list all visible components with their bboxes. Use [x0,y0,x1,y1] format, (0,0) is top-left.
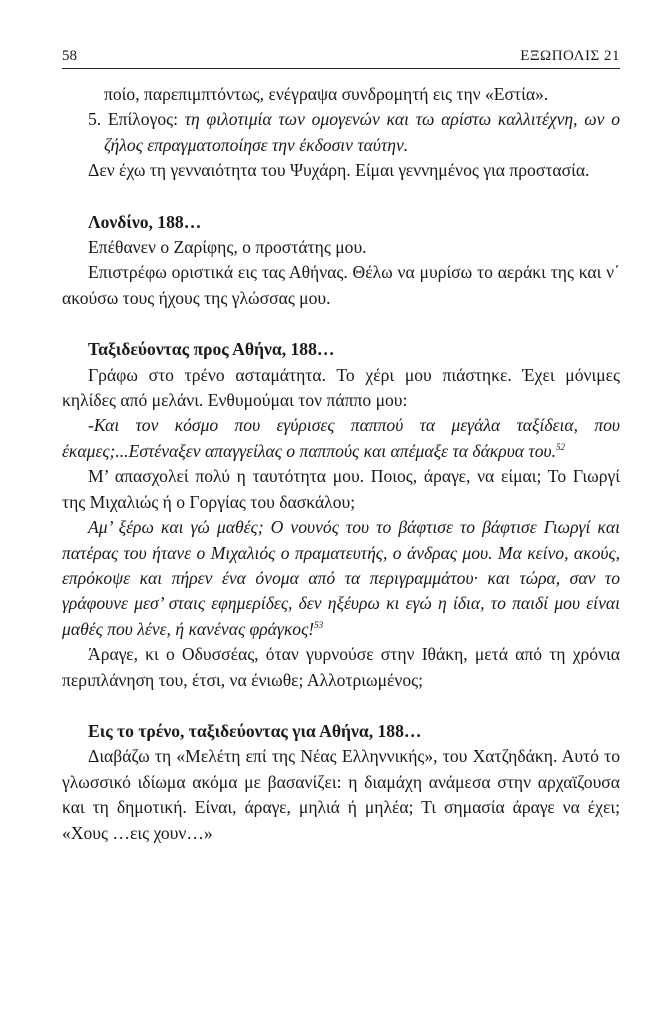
list-item-label: 5. Επίλογος: [88,109,185,130]
page-header [62,46,620,69]
section-heading-london: Λονδίνο, 188… [88,211,202,232]
section-heading-train: Εις το τρένο, ταξιδεύοντας για Αθήνα, 188… [88,720,422,741]
quote-text: -Και τον κόσμο που εγύρισες παππού τα μεγάλα ταξίδεια, που έκαμες;...Εστέναξεν απαγγείλας ο παππούς και απέμαξε τα δάκρυα του. [62,415,620,461]
paragraph: Επέθανεν ο Ζαρίφης, ο προστάτης μου. [88,237,367,258]
body-text [62,82,620,846]
quote-text: Αμ’ ξέρω και γώ μαθές; Ο νουνός του το βάφτισε το βάφτισε Γιωργί και πατέρας του ήτανε ο Μιχαλιός ο πραματευτής, ο άνδρας μου. Μα κείνο, ακούς, επρόκοψε και πήρεν ένα όνομα από τα περιγραμμάτου· και τώρα, σαν το γράφουνε μεσ’ σταις εφημερίδες, δεν ηξέυρω κι εγώ η ίδια, το παιδί μου είναι μαθές που λένε, ή κανένας φράγκος! [62,517,620,639]
paragraph: Γράφω στο τρένο ασταμάτητα. Το χέρι μου πιάστηκε. Έχει μόνιμες κηλίδες από μελάνι. Ενθυμούμαι τον πάππο μου: [62,364,620,411]
section-heading-travel: Ταξιδεύοντας προς Αθήνα, 188… [88,339,335,360]
paragraph: Δεν έχω τη γενναιότητα του Ψυχάρη. Είμαι γεννημένος για προστασία. [88,160,590,181]
list-item-italic-text: τη φιλοτιμία των ομογενών και τω αρίστω καλλιτέχνη, ων ο ζήλος επραγματοποίησε την έκδοσιν ταύτην. [104,109,620,155]
quote-paragraph [62,413,620,464]
running-title: ΕΞΩΠΟΛΙΣ 21 [520,48,620,64]
quote-paragraph [62,515,620,642]
list-item-epilogue [62,107,620,158]
paragraph: Επιστρέφω οριστικά εις τας Αθήνας. Θέλω να μυρίσω το αεράκι της και ν΄ ακούσω τους ήχους της γλώσσας μου. [62,262,620,308]
footnote-ref: 52 [555,442,565,453]
paragraph: Άραγε, κι ο Οδυσσέας, όταν γυρνούσε στην Ιθάκη, μετά από τη χρόνια περιπλάνηση του, έτσι, να ένιωθε; Αλλοτριωμένος; [62,644,620,690]
paragraph: Διαβάζω τη «Μελέτη επί της Νέας Ελληννικής», του Χατζηδάκη. Αυτό το γλωσσικό ιδίωμα ακόμα με βασανίζει: η διαμάχη ανάμεσα στην αρχαϊζουσα και τη δημοτική. Είναι, άραγε, μηλιά ή μηλέα; Τι σημασία άραγε να έχει; «Χους …εις χουν…» [62,746,620,843]
footnote-ref: 53 [314,619,324,630]
paragraph-continuation: ποίο, παρεπιμπτόντως, ενέγραψα συνδρομητή εις την «Εστία». [104,84,549,104]
page-number: 58 [62,48,77,64]
paragraph: Μ’ απασχολεί πολύ η ταυτότητα μου. Ποιος, άραγε, να είμαι; Το Γιωργί της Μιχαλιώς ή ο Γοργίας του δασκάλου; [62,466,620,512]
